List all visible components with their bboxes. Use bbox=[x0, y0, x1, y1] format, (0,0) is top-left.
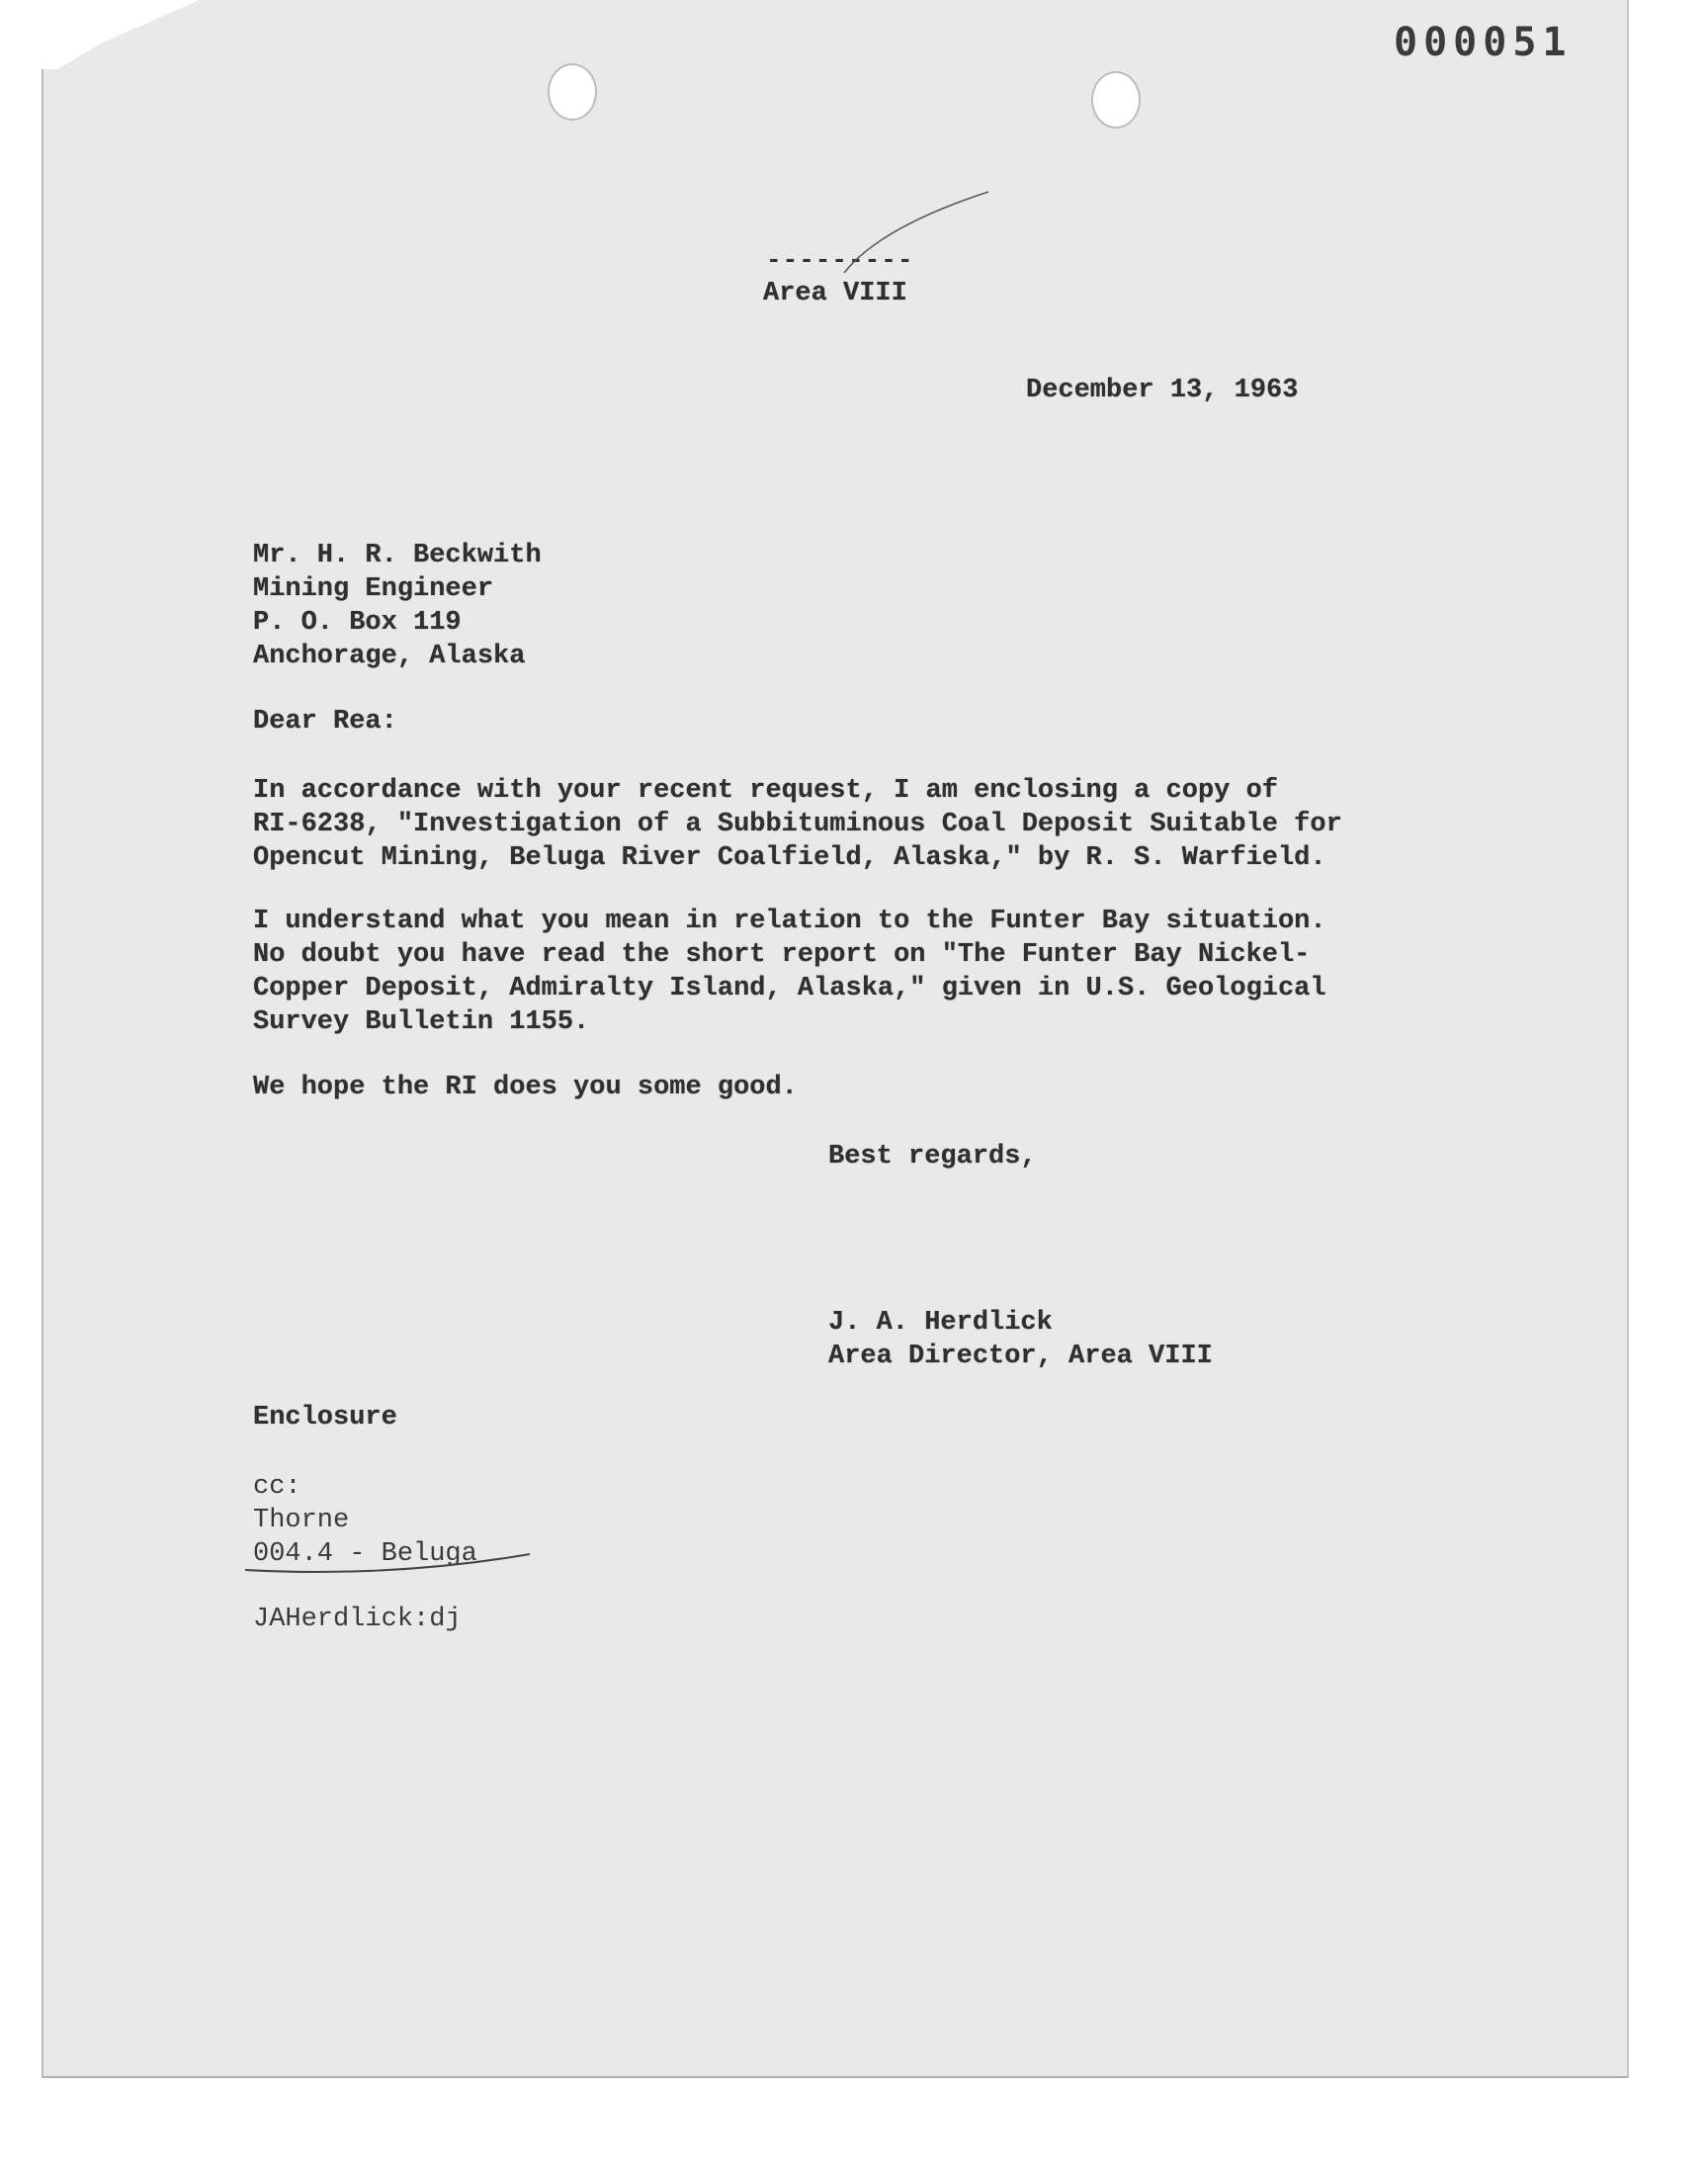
salutation: Dear Rea: bbox=[253, 707, 397, 737]
closing: Best regards, bbox=[828, 1142, 1037, 1172]
typist-initials: JAHerdlick:dj bbox=[253, 1605, 462, 1634]
enclosure-note: Enclosure bbox=[253, 1403, 397, 1433]
body-paragraph-2 bbox=[253, 905, 1326, 1039]
paragraph-line: In accordance with your recent request, I am enclosing a copy of bbox=[253, 776, 1278, 806]
letter-date: December 13, 1963 bbox=[1026, 376, 1299, 405]
paragraph-line: Survey Bulletin 1155. bbox=[253, 1007, 590, 1037]
paragraph-line: RI-6238, "Investigation of a Subbituminous Coal Deposit Suitable for bbox=[253, 810, 1342, 839]
signer-name: J. A. Herdlick bbox=[828, 1308, 1053, 1338]
body-paragraph-3 bbox=[253, 1071, 798, 1104]
paragraph-line: I understand what you mean in relation to the Funter Bay situation. bbox=[253, 907, 1326, 936]
punch-hole-right bbox=[1091, 71, 1141, 129]
cc-recipient: 004.4 - Beluga bbox=[253, 1539, 477, 1569]
punch-hole-left bbox=[548, 63, 597, 121]
header-dashes: --------- bbox=[766, 245, 914, 275]
cc-recipient: Thorne bbox=[253, 1506, 350, 1535]
body-paragraph-1 bbox=[253, 774, 1342, 875]
file-number-stamp: 000051 bbox=[1394, 20, 1573, 65]
recipient-city: Anchorage, Alaska bbox=[253, 642, 526, 671]
header-area: Area VIII bbox=[763, 279, 907, 308]
paragraph-line: Copper Deposit, Admiralty Island, Alaska," given in U.S. Geological bbox=[253, 974, 1326, 1003]
paragraph-line: We hope the RI does you some good. bbox=[253, 1073, 798, 1102]
signer-title: Area Director, Area VIII bbox=[828, 1342, 1213, 1371]
recipient-address: P. O. Box 119 bbox=[253, 608, 462, 638]
paragraph-line: Opencut Mining, Beluga River Coalfield, Alaska," by R. S. Warfield. bbox=[253, 843, 1326, 873]
recipient-title: Mining Engineer bbox=[253, 574, 494, 604]
recipient-name: Mr. H. R. Beckwith bbox=[253, 541, 542, 570]
cc-label: cc: bbox=[253, 1472, 301, 1502]
paragraph-line: No doubt you have read the short report on "The Funter Bay Nickel- bbox=[253, 940, 1311, 970]
paper-sheet bbox=[42, 0, 1629, 2078]
